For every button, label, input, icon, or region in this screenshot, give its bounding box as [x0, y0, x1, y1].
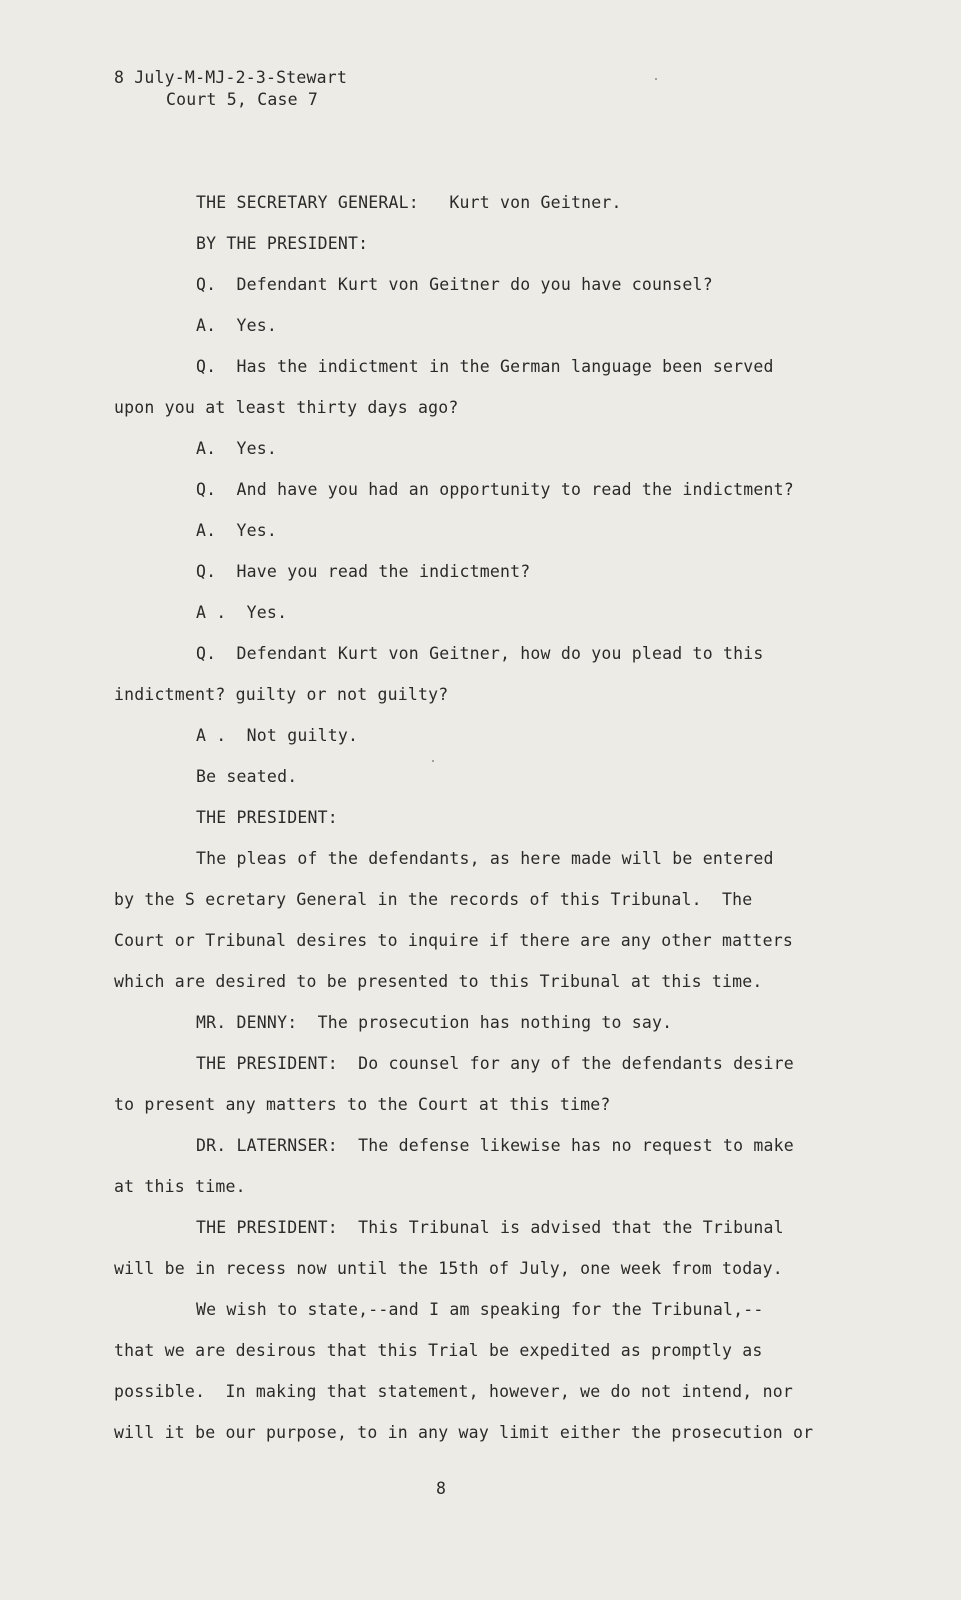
header-line-1: 8 July-M-MJ-2-3-Stewart — [114, 68, 348, 87]
transcript-line: by the S ecretary General in the records of this Tribunal. The — [114, 890, 753, 909]
transcript-line: Court or Tribunal desires to inquire if there are any other matters — [114, 931, 793, 950]
transcript-line: will be in recess now until the 15th of July, one week from today. — [114, 1259, 783, 1278]
transcript-line: that we are desirous that this Trial be expedited as promptly as — [114, 1341, 763, 1360]
transcript-line: upon you at least thirty days ago? — [114, 398, 459, 417]
transcript-line: A . Yes. — [196, 603, 288, 622]
transcript-line: Q. And have you had an opportunity to read the indictment? — [196, 480, 794, 499]
transcript-line: The pleas of the defendants, as here made will be entered — [196, 849, 774, 868]
paper-speck — [655, 78, 657, 80]
transcript-line: Q. Defendant Kurt von Geitner, how do you plead to this — [196, 644, 764, 663]
transcript-line: BY THE PRESIDENT: — [196, 234, 369, 253]
page-number: 8 — [436, 1479, 447, 1498]
transcript-line: at this time. — [114, 1177, 246, 1196]
transcript-line: A. Yes. — [196, 439, 278, 458]
transcript-line: A. Yes. — [196, 316, 278, 335]
transcript-line: A. Yes. — [196, 521, 278, 540]
transcript-line: We wish to state,--and I am speaking for the Tribunal,-- — [196, 1300, 764, 1319]
transcript-line: possible. In making that statement, however, we do not intend, nor — [114, 1382, 793, 1401]
transcript-line: DR. LATERNSER: The defense likewise has no request to make — [196, 1136, 794, 1155]
transcript-line: Be seated. — [196, 767, 298, 786]
transcript-line: THE PRESIDENT: This Tribunal is advised that the Tribunal — [196, 1218, 784, 1237]
transcript-line: MR. DENNY: The prosecution has nothing to say. — [196, 1013, 673, 1032]
transcript-line: to present any matters to the Court at this time? — [114, 1095, 611, 1114]
transcript-line: Q. Have you read the indictment? — [196, 562, 531, 581]
transcript-line: Q. Defendant Kurt von Geitner do you have counsel? — [196, 275, 713, 294]
transcript-line: THE PRESIDENT: Do counsel for any of the defendants desire — [196, 1054, 794, 1073]
transcript-line: THE PRESIDENT: — [196, 808, 338, 827]
paper-speck — [432, 760, 434, 762]
transcript-line: which are desired to be presented to this Tribunal at this time. — [114, 972, 763, 991]
transcript-line: A . Not guilty. — [196, 726, 359, 745]
transcript-line: indictment? guilty or not guilty? — [114, 685, 449, 704]
transcript-line: will it be our purpose, to in any way limit either the prosecution or — [114, 1423, 814, 1442]
header-line-2: Court 5, Case 7 — [166, 90, 319, 109]
transcript-line: THE SECRETARY GENERAL: Kurt von Geitner. — [196, 193, 622, 212]
transcript-line: Q. Has the indictment in the German language been served — [196, 357, 774, 376]
